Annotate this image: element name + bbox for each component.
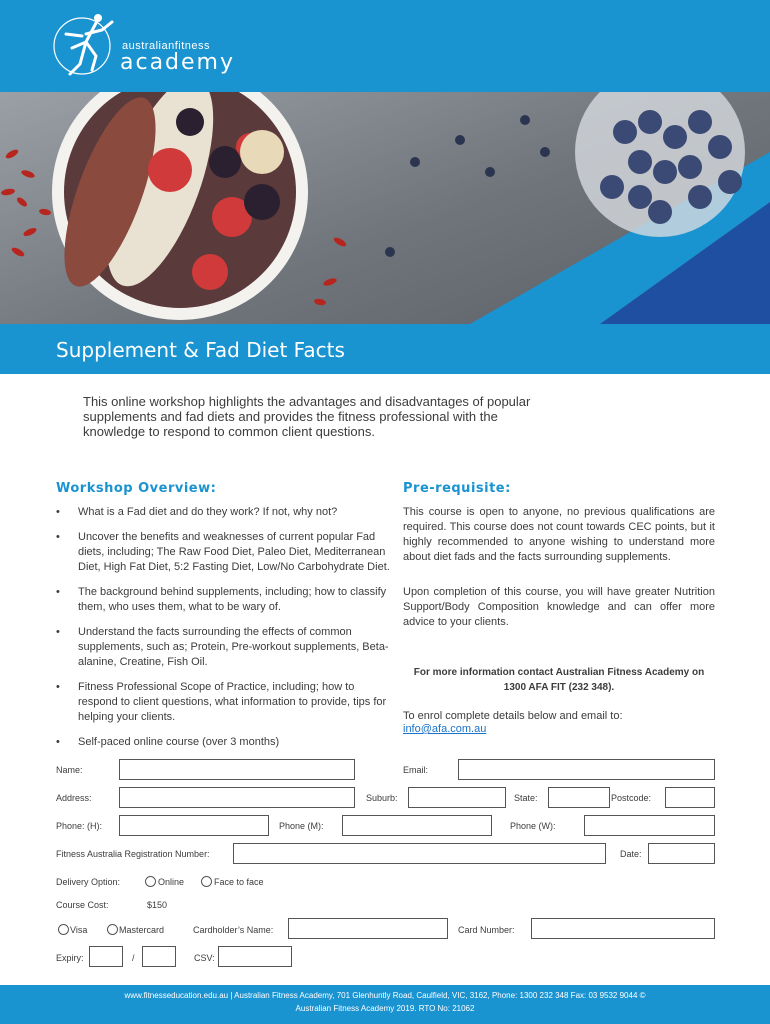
acai-bowl-illustration: [0, 92, 770, 324]
hero-food-image: [0, 92, 770, 324]
logo-text-line1: australianfitness: [122, 40, 210, 52]
cardholder-name-field[interactable]: [288, 918, 448, 939]
email-field[interactable]: [458, 759, 715, 780]
address-label: Address:: [56, 793, 92, 803]
prerequisite-heading: Pre-requisite:: [403, 481, 511, 496]
registration-number-field[interactable]: [233, 843, 606, 864]
expiry-month-field[interactable]: [89, 946, 123, 967]
registration-number-label: Fitness Australia Registration Number:: [56, 849, 210, 859]
phone-work-label: Phone (W):: [510, 821, 556, 831]
list-item: • Understand the facts surrounding the effects of common supplements, such as; Protein, Pre-workout supplements, Beta- alanine, Creatine, Fish Oil.: [56, 625, 396, 670]
expiry-separator: /: [132, 953, 135, 963]
face-to-face-radio[interactable]: [201, 876, 212, 887]
email-label: Email:: [403, 765, 429, 775]
face-to-face-label: Face to face: [214, 877, 264, 887]
overview-list: [56, 505, 396, 760]
phone-home-field[interactable]: [119, 815, 269, 836]
phone-mobile-label: Phone (M):: [279, 821, 324, 831]
cardholder-name-label: Cardholder’s Name:: [193, 925, 274, 935]
expiry-label: Expiry:: [56, 953, 84, 963]
intro-paragraph: This online workshop highlights the advantages and disadvantages of popular supplements and fad diets and provides the fitness professional with the knowledge to respond to common client questions.: [83, 394, 531, 439]
list-item: • Self-paced online course (over 3 months): [56, 735, 396, 750]
expiry-year-field[interactable]: [142, 946, 176, 967]
page-title: Supplement & Fad Diet Facts: [56, 338, 345, 362]
csv-label: CSV:: [194, 953, 215, 963]
completion-text: Upon completion of this course, you will have greater Nutrition Support/Body Composition knowledge and can offer more advice to your clients.: [403, 586, 715, 628]
card-number-label: Card Number:: [458, 925, 515, 935]
footer-line2: Australian Fitness Academy 2019. RTO No: 21062: [295, 1004, 475, 1013]
enrol-instructions: To enrol complete details below and email to:: [403, 710, 623, 722]
list-item: • What is a Fad diet and do they work? If not, why not?: [56, 505, 396, 520]
mastercard-radio[interactable]: [107, 924, 118, 935]
online-radio[interactable]: [145, 876, 156, 887]
postcode-label: Postcode:: [611, 793, 652, 803]
suburb-label: Suburb:: [366, 793, 398, 803]
date-field[interactable]: [648, 843, 715, 864]
suburb-field[interactable]: [408, 787, 506, 808]
list-item: • Fitness Professional Scope of Practice, including; how to respond to client questions, what information to provide, tips for helping your clients.: [56, 680, 396, 725]
name-field[interactable]: [119, 759, 355, 780]
online-label: Online: [158, 877, 185, 887]
postcode-field[interactable]: [665, 787, 715, 808]
workshop-overview-heading: Workshop Overview:: [56, 481, 217, 496]
contact-info: For more information contact Australian Fitness Academy on 1300 AFA FIT (232 348).: [413, 667, 705, 693]
phone-work-field[interactable]: [584, 815, 715, 836]
course-cost-label: Course Cost:: [56, 900, 109, 910]
mastercard-label: Mastercard: [119, 925, 165, 935]
name-label: Name:: [56, 765, 83, 775]
prerequisite-text: This course is open to anyone, no previous qualifications are required. This course does not count towards CEC points, but it highly recommended to anyone wishing to understand more about diet fads and the facts surrounding supplements.: [403, 506, 715, 563]
phone-home-label: Phone: (H):: [56, 821, 103, 831]
footer-line1: www.fitnesseducation.edu.au | Australian Fitness Academy, 701 Glenhuntly Road, Caulfield, VIC, 3162, Phone: 1300 232 348 Fax: 03 9532 9044 ©: [124, 991, 646, 1000]
delivery-option-label: Delivery Option:: [56, 877, 121, 887]
course-cost-value: $150: [147, 900, 168, 910]
visa-radio[interactable]: [58, 924, 69, 935]
csv-field[interactable]: [218, 946, 292, 967]
date-label: Date:: [620, 849, 642, 859]
state-field[interactable]: [548, 787, 610, 808]
email-link[interactable]: info@afa.com.au: [403, 723, 487, 735]
logo-text-line2: academy: [120, 50, 236, 75]
card-number-field[interactable]: [531, 918, 715, 939]
address-field[interactable]: [119, 787, 355, 808]
list-item: • Uncover the benefits and weaknesses of current popular Fad diets, including; The Raw Food Diet, Paleo Diet, Mediterranean Diet, High Fat Diet, 5:2 Fasting Diet, Low/No Carbohydrate Diet.: [56, 530, 396, 575]
state-label: State:: [514, 793, 538, 803]
visa-label: Visa: [70, 925, 88, 935]
list-item: • The background behind supplements, including; how to classify them, who uses them, what to be wary of.: [56, 585, 396, 615]
phone-mobile-field[interactable]: [342, 815, 492, 836]
